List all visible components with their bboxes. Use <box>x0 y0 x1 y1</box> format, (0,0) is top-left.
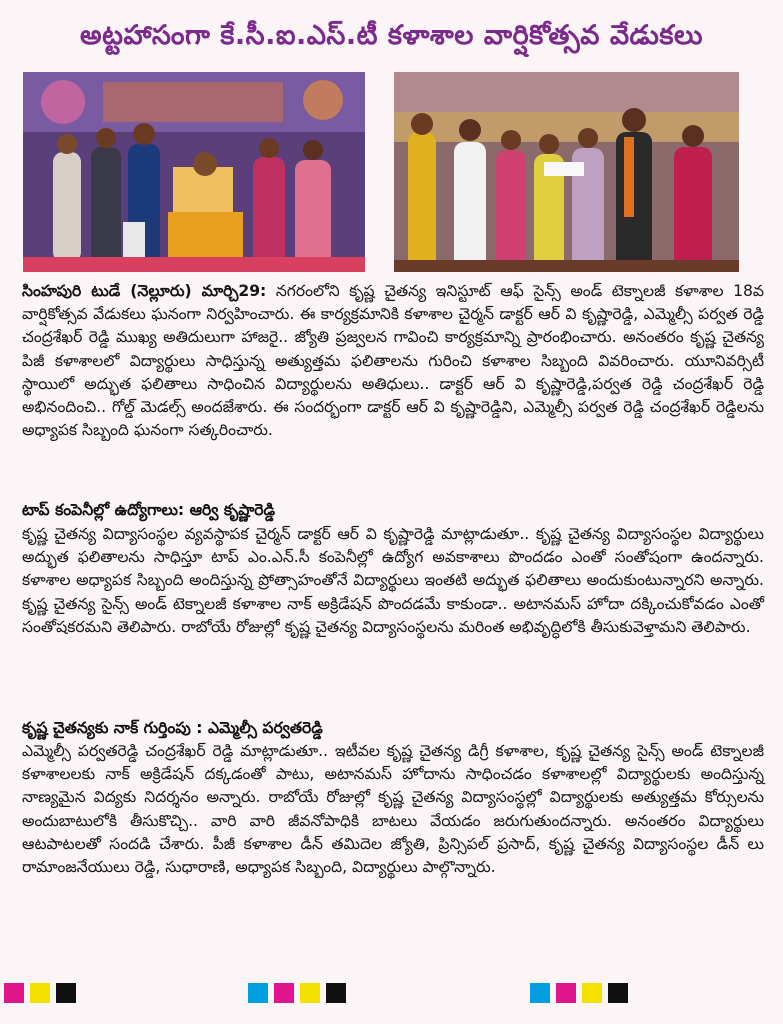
article-paragraph-2: కృష్ణ చైతన్య విద్యాసంస్థల వ్యవస్థాపక చైర్మన్ డాక్టర్ ఆర్ వి కృష్ణారెడ్డి మాట్లాడుతూ.. కృష్ణ చైతన్య విద్యాసంస్థల విద్యార్థులు అద్భుత ఫలితాలను సాధిస్తూ టాప్ ఎం.ఎన్.సీ కంపెనీల్లో ఉద్యోగ అవకాశాలు పొందడం ఎంతో సంతోషంగా ఉందన్నారు. కళాశాల అధ్యాపక సిబ్బంది అందిస్తున్న ప్రోత్సాహంతోనే విద్యార్థులు ఇంతటి అద్భుత ఫలితాలు అందుకుంటున్నారని అన్నారు. కృష్ణ చైతన్య సైన్స్ అండ్ టెక్నాలజీ కళాశాల నాక్ అక్రిడేషన్ పొందడమే కాకుండా.. అటానమస్ హోదా దక్కించుకోవడం ఎంతో సంతోషకరమని తెలిపారు. రాబోయే రోజుల్లో కృష్ణ చైతన్య విద్యాసంస్థలను మరింత అభివృద్ధిలోకి తీసుకువెళ్తామని తెలిపారు. <box>22 525 764 636</box>
color-swatch <box>248 983 268 1003</box>
article-paragraph-3: ఎమ్మెల్సీ పర్వతరెడ్డి చంద్రశేఖర్ రెడ్డి మాట్లాడుతూ.. ఇటీవల కృష్ణ చైతన్య డిగ్రీ కళాశాల, కృష్ణ చైతన్య సైన్స్ అండ్ టెక్నాలజీ కళాశాలలకు నాక్ అక్రిడేషన్ దక్కడంతో పాటు, అటానమస్ హోదాను సాధించడం కళాశాలల్లో విద్యార్థులకు అందిస్తున్న నాణ్యమైన విద్యకు నిదర్శనం అన్నారు. రాబోయే రోజుల్లో కృష్ణ చైతన్య విద్యాసంస్థల్లో విద్యార్థులకు అత్యుత్తమ కోర్సులను అందుబాటులోకి తీసుకొచ్చి.. వారి వారి జీవనోపాధికి బాటలు వేయడం జరుగుతుందన్నారు. అనంతరం విద్యార్థులు ఆటపాటలతో సందడి చేశారు. పీజీ కళాశాల డీన్ తమిదెల జ్యోతి, ప్రిన్సిపల్ ప్రసాద్, కృష్ణ చైతన్య విద్యాసంస్థల డీన్ లు రామాంజనేయులు రెడ్డి, సుధారాణి, అధ్యాపక సిబ్బంది, విద్యార్థులు పాల్గొన్నారు. <box>22 742 764 877</box>
headline: అట్టహాసంగా కే.సీ.ఐ.ఎస్.టీ కళాశాల వార్షికోత్సవ వేడుకలు <box>80 20 703 51</box>
photo-illustration-right <box>394 72 739 272</box>
subheading-naac-recognition: కృష్ణ చైతన్యకు నాక్ గుర్తింపు : ఎమ్మెల్సీ పర్వతరెడ్డి <box>22 719 323 737</box>
color-swatch <box>582 983 602 1003</box>
subheading-top-companies: టాప్ కంపెనీల్లో ఉద్యోగాలు: ఆర్వి కృష్ణారెడ్డి <box>22 501 276 519</box>
paragraph-1-text: నగరంలోని కృష్ణ చైతన్య ఇనిస్టూట్ ఆఫ్ సైన్స్ అండ్ టెక్నాలజీ కళాశాల 18వ వార్షికోత్సవ వేడుకలు ఘనంగా నిర్వహించారు. ఈ కార్యక్రమానికి కళాశాల చైర్మన్ డాక్టర్ ఆర్ వి కృష్ణారెడ్డి, ఎమ్మెల్సీ పర్వత రెడ్డి చంద్రశేఖర్ రెడ్డి ముఖ్య అతిదులుగా హాజరై.. జ్యోతి ప్రజ్వలన గావించి కార్యక్రమాన్ని ప్రారంభించారు. అనంతరం కృష్ణ చైతన్య పిజీ కళాశాలలో విద్యార్థులు సాధిస్తున్న అత్యుత్తమ ఫలితాలను గురించి కళాశాల సిబ్బంది వివరించారు. యూనివర్సిటీ స్థాయిలో అద్భుత ఫలితాలు సాధించిన విద్యార్థులను అతిధులు.. డాక్టర్ ఆర్ వి కృష్ణారెడ్డి,పర్వత రెడ్డి చంద్రశేఖర్ రెడ్డి అభినందించి.. గోల్డ్ మెడల్స్ అందజేశారు. ఈ సందర్భంగా డాక్టర్ ఆర్ వి కృష్ణారెడ్డిని, ఎమ్మెల్సీ పర్వత రెడ్డి చంద్రశేఖర్ రెడ్డిలను అధ్యాపక సిబ్బంది ఘనంగా సత్కరించారు. <box>22 282 764 440</box>
color-swatch <box>4 983 24 1003</box>
color-swatch <box>530 983 550 1003</box>
color-swatch <box>274 983 294 1003</box>
photo-illustration-left <box>23 72 365 272</box>
registration-marks-center <box>248 983 346 1003</box>
article-paragraph-1 <box>22 280 764 442</box>
dateline: సింహపురి టుడే (నెల్లూరు) మార్చి29: <box>22 282 267 300</box>
event-photo-right <box>394 72 739 272</box>
color-swatch <box>556 983 576 1003</box>
color-swatch <box>30 983 50 1003</box>
color-swatch <box>56 983 76 1003</box>
color-swatch <box>300 983 320 1003</box>
registration-marks-right <box>530 983 628 1003</box>
color-swatch <box>326 983 346 1003</box>
color-swatch <box>608 983 628 1003</box>
event-photo-left <box>23 72 365 272</box>
registration-marks-left <box>4 983 76 1003</box>
